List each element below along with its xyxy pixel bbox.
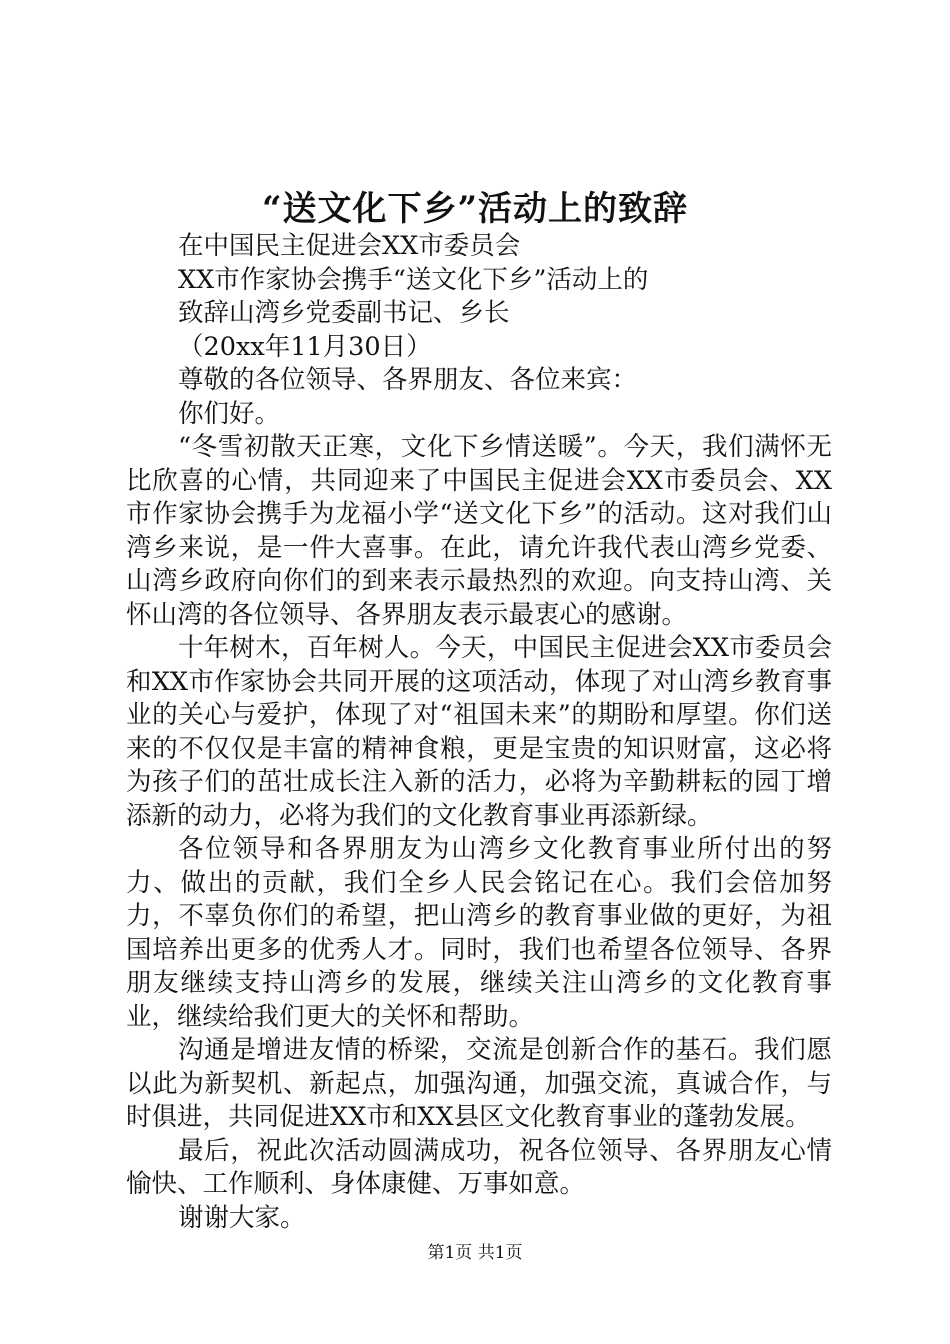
paragraph: 各位领导和各界朋友为山湾乡文化教育事业所付出的努力、做出的贡献，我们全乡人民会铭记在心。我们会倍加努力，不辜负你们的希望，把山湾乡的教育事业做的更好，为祖国培养出更多的优秀人才。同时，我们也希望各位领导、各界朋友继续支持山湾乡的发展，继续关注山湾乡的文化教育事业，继续给我们更大的关怀和帮助。 [126,834,832,1032]
paragraph: 最后，祝此次活动圆满成功，祝各位领导、各界朋友心情愉快、工作顺利、身体康健、万事如意。 [126,1135,832,1199]
paragraph: 十年树木，百年树人。今天，中国民主促进会XX市委员会和XX市作家协会共同开展的这项活动，体现了对山湾乡教育事业的关心与爱护，体现了对“祖国未来”的期盼和厚望。你们送来的不仅仅是丰富的精神食粮，更是宝贵的知识财富，这必将为孩子们的茁壮成长注入新的活力，必将为辛勤耕耘的园丁增添新的动力，必将为我们的文化教育事业再添新绿。 [126,633,832,831]
paragraph: 致辞山湾乡党委副书记、乡长 [178,298,510,328]
paragraph: 尊敬的各位领导、各界朋友、各位来宾： [178,365,638,395]
paragraph: XX市作家协会携手“送文化下乡”活动上的 [178,264,649,295]
paragraph: 在中国民主促进会XX市委员会 [178,231,521,261]
paragraph: 沟通是增进友情的桥梁，交流是创新合作的基石。我们愿以此为新契机、新起点，加强沟通，加强交流，真诚合作，与时俱进，共同促进XX市和XX县区文化教育事业的蓬勃发展。 [126,1035,832,1132]
paragraph: 你们好。 [178,398,281,429]
paragraph: “冬雪初散天正寒，文化下乡情送暖”。今天，我们满怀无比欣喜的心情，共同迎来了中国民主促进会XX市委员会、XX市作家协会携手为龙福小学“送文化下乡”的活动。这对我们山湾乡来说，是一件大喜事。在此，请允许我代表山湾乡党委、山湾乡政府向你们的到来表示最热烈的欢迎。向支持山湾、关怀山湾的各位领导、各界朋友表示最衷心的感谢。 [126,432,832,630]
paragraph: （20xx年11月30日） [178,331,432,362]
document-title: “送文化下乡”活动上的致辞 [261,189,689,229]
paragraph: 谢谢大家。 [178,1202,306,1233]
page-number-footer: 第1页 共1页 [427,1243,523,1263]
document-body [126,230,832,1235]
